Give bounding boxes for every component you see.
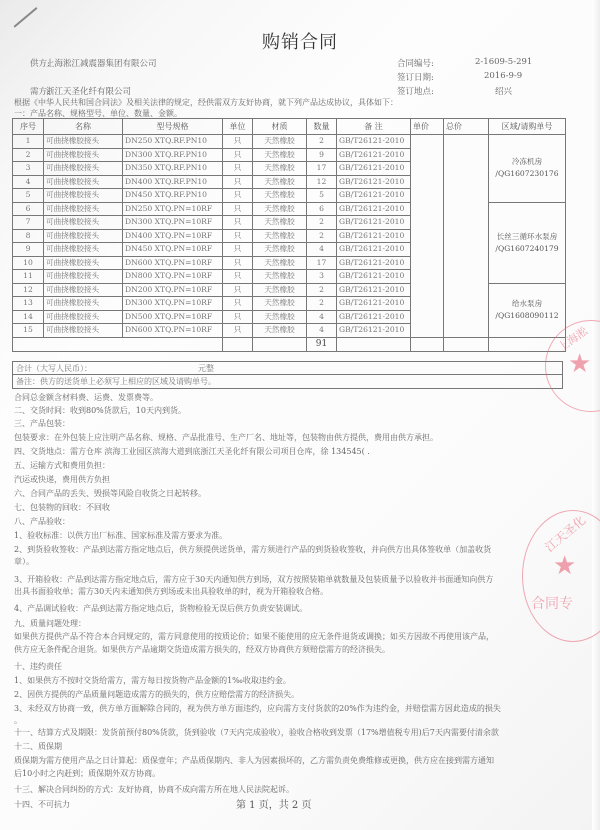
cell-spec: DN450 XTQ.RF.PN10 [123, 189, 223, 203]
clause-8-4: 4、产品调试验收：产品到达需方指定地点后，货物检验无误后供方负责安装调试。 [14, 604, 308, 613]
table-total-row [13, 337, 566, 351]
col-header-qty: 数量 [307, 119, 337, 135]
page-edge [592, 0, 600, 830]
clause-10-liability: 十、违约责任 [14, 662, 62, 671]
cell-note: GB/T26121-2010 [337, 310, 411, 324]
cell-qty: 9 [307, 148, 337, 162]
contract-no: 2-1609-5-291 [475, 57, 533, 67]
cell-spec: DN300 XTQ.PN=10RF [123, 297, 223, 311]
clause-5-transport: 五、运输方式和费用负担： [14, 461, 110, 470]
cell-note: GB/T26121-2010 [337, 324, 411, 338]
region-cell-2 [489, 202, 566, 283]
cell-no: 11 [13, 270, 44, 284]
clause-13-disputes: 十三、解决合同纠纷的方式：友好协商，协商不成向需方所在地人民法院起诉。 [14, 785, 294, 794]
cell-qty: 6 [307, 202, 337, 216]
cell-unit: 只 [223, 162, 253, 176]
cell-material: 天然橡胶 [253, 270, 307, 284]
table-header-row [13, 119, 566, 135]
cell-material: 天然橡胶 [253, 135, 307, 149]
cell-unit: 只 [223, 324, 253, 338]
total-row-note [337, 337, 411, 351]
cell-spec: DN300 XTQ.PN=10RF [123, 216, 223, 230]
total-row-unit [223, 337, 253, 351]
cell-material: 天然橡胶 [253, 297, 307, 311]
total-row-unit-price [411, 337, 444, 351]
clause-10-1: 1、如果供方不按时交货给需方，需方每日按货物产品金额的1‰收取违约金。 [14, 676, 291, 685]
col-header-unit: 单位 [223, 119, 253, 135]
cell-qty: 4 [307, 310, 337, 324]
cell-material: 天然橡胶 [253, 229, 307, 243]
cell-note: GB/T26121-2010 [337, 148, 411, 162]
cell-unit: 只 [223, 270, 253, 284]
buyer-name: 浙江天圣化纤有限公司 [46, 87, 132, 97]
cell-material: 天然橡胶 [253, 324, 307, 338]
region-name: 冷冻机房 [511, 157, 543, 167]
cell-name: 可曲挠橡胶接头 [44, 216, 123, 230]
cell-note: GB/T26121-2010 [337, 162, 411, 176]
cell-unit: 只 [223, 202, 253, 216]
clause-10-3-cont: 。 [14, 716, 22, 725]
clause-3-packaging-req: 包装要求：在外包装上应注明产品名称、规格、产品批准号、生产厂名、地址等，包装物由供方提供，费用由供方承担。 [14, 433, 438, 442]
cell-name: 可曲挠橡胶接头 [44, 297, 123, 311]
cell-name: 可曲挠橡胶接头 [44, 243, 123, 257]
cell-unit: 只 [223, 297, 253, 311]
cell-spec: DN450 XTQ.PN=10RF [123, 243, 223, 257]
clause-4-delivery-place: 四、交货地点：需方仓库 滨海工业园区滨海大道到底浙江天圣化纤有限公司项目仓库，徐 134545( . [14, 447, 370, 456]
cell-qty: 2 [307, 216, 337, 230]
col-header-spec: 型号规格 [123, 119, 223, 135]
cell-no: 4 [13, 175, 44, 189]
cell-material: 天然橡胶 [253, 162, 307, 176]
cell-note: GB/T26121-2010 [337, 189, 411, 203]
cell-name: 可曲挠橡胶接头 [44, 148, 123, 162]
cell-spec: DN300 XTQ.RF.PN10 [123, 148, 223, 162]
cell-spec: DN500 XTQ.PN=10RF [123, 310, 223, 324]
clause-11-settlement: 十一、结算方式及期限：发货前预付80%货款，货到验收（7天内完成验收），验收合格收到发票（17%增值税专用)后7天内需要付清余款 [14, 728, 499, 737]
clause-2-delivery-time: 二、交货时间：收到80%货款后，10天内到货。 [14, 406, 186, 415]
cell-qty: 17 [307, 256, 337, 270]
cell-material: 天然橡胶 [253, 216, 307, 230]
cell-note: GB/T26121-2010 [337, 297, 411, 311]
section-1-heading: 一：产品名称、规格型号、单位、数量、金额。 [14, 109, 182, 118]
cell-name: 可曲挠橡胶接头 [44, 270, 123, 284]
sign-date-label: 签订日期: [397, 73, 434, 83]
cell-spec: DN200 XTQ.PN=10RF [123, 283, 223, 297]
cell-spec: DN400 XTQ.RF.PN10 [123, 175, 223, 189]
cell-material: 天然橡胶 [253, 175, 307, 189]
cell-spec: DN350 XTQ.RF.PN10 [123, 162, 223, 176]
cell-unit-price [411, 135, 444, 338]
col-header-note: 备 注 [337, 119, 411, 135]
cell-spec: DN600 XTQ.PN=10RF [123, 256, 223, 270]
cell-name: 可曲挠橡胶接头 [44, 135, 123, 149]
clause-6-risk: 六、合同产品的丢失、毁损等风险自收货之日起转移。 [14, 489, 206, 498]
cell-qty: 5 [307, 189, 337, 203]
region-order-no: /QG1607230176 [495, 169, 559, 179]
cell-spec: DN250 XTQ.RF.PN10 [123, 135, 223, 149]
cell-spec: DN800 XTQ.PN=10RF [123, 270, 223, 284]
clause-10-2: 2、因供方提供的产品质量问题造成需方的损失的，供方应赔偿需方的经济损失。 [14, 690, 300, 699]
cell-material: 天然橡胶 [253, 310, 307, 324]
cell-note: GB/T26121-2010 [337, 243, 411, 257]
col-header-no: 序号 [13, 119, 44, 135]
cell-material: 天然橡胶 [253, 283, 307, 297]
cell-unit: 只 [223, 189, 253, 203]
cell-name: 可曲挠橡胶接头 [44, 189, 123, 203]
cell-note: GB/T26121-2010 [337, 175, 411, 189]
clause-9-quality: 九、质量问题处理： [14, 619, 86, 628]
cell-no: 12 [13, 283, 44, 297]
buyer-label: 需方: [30, 87, 50, 97]
sign-date: 2016-9-9 [484, 71, 523, 81]
region-cell-3 [489, 283, 566, 337]
seal-star-icon: ★ [568, 349, 592, 379]
supplier-name: 上海淞江减震器集团有限公司 [46, 59, 157, 69]
clause-8-1: 1、验收标准：以供方出厂标准、国家标准及需方要求为准。 [14, 531, 228, 540]
col-header-name: 名称 [44, 119, 123, 135]
cell-unit: 只 [223, 216, 253, 230]
seal-text: 上海淞 [555, 324, 591, 355]
cell-no: 2 [13, 148, 44, 162]
cell-name: 可曲挠橡胶接头 [44, 162, 123, 176]
cell-unit: 只 [223, 135, 253, 149]
clause-12-detail: 质保期为需方使用产品之日计算起：质保壹年；产品质保期内、非人为因素损坏的，乙方需负责免费维修或更换，供方应在接到需方通知 [14, 756, 494, 765]
cell-spec: DN250 XTQ.PN=10RF [123, 202, 223, 216]
intro-text: 根据《中华人民共和国合同法》及相关法律的规定，经供需双方友好协商，就下列产品达成协议，具体如下： [14, 98, 398, 107]
total-amount-row [12, 361, 563, 375]
cell-qty: 12 [307, 175, 337, 189]
cell-qty: 4 [307, 324, 337, 338]
clause-8-acceptance: 八、产品验收： [14, 517, 70, 526]
cell-name: 可曲挠橡胶接头 [44, 256, 123, 270]
cell-name: 可曲挠橡胶接头 [44, 202, 123, 216]
cell-material: 天然橡胶 [253, 202, 307, 216]
total-row-material [253, 337, 307, 351]
col-header-region: 区域/请购单号 [489, 119, 566, 135]
cell-no: 8 [13, 229, 44, 243]
cell-material: 天然橡胶 [253, 256, 307, 270]
cell-no: 5 [13, 189, 44, 203]
cell-qty: 17 [307, 162, 337, 176]
region-order-no: /QG1608090112 [495, 311, 559, 320]
cell-material: 天然橡胶 [253, 148, 307, 162]
supplier-label: 供方: [30, 59, 50, 69]
region-order-no: /QG1607240179 [495, 243, 559, 253]
cell-no: 7 [13, 216, 44, 230]
cell-unit: 只 [223, 148, 253, 162]
cell-name: 可曲挠橡胶接头 [44, 324, 123, 338]
page-number: 第 1 页，共 2 页 [236, 800, 312, 811]
cell-note: GB/T26121-2010 [337, 270, 411, 284]
region-cell-1 [489, 135, 566, 203]
seal-star-icon: ★ [553, 551, 577, 581]
clause-5-transport-detail: 汽运或快递，费用供方负担 [14, 475, 110, 484]
seal-text: 江天圣化 [542, 513, 589, 555]
remark-row: 备注：供方的送货单上必须写上相应的区域及请购单号。 [12, 374, 563, 389]
cell-no: 14 [13, 310, 44, 324]
clause-8-3: 3、开箱验收：产品到达需方指定地点后，需方应于30天内通知供方到场，双方按照装箱单就数量及包装质量予以验收并书面通知向供方 [14, 575, 494, 584]
document-title: 购销合同 [262, 32, 338, 53]
cell-spec: DN600 XTQ.PN=10RF [123, 324, 223, 338]
cell-name: 可曲挠橡胶接头 [44, 229, 123, 243]
sign-place: 绍兴 [495, 87, 513, 97]
col-header-material: 材质 [253, 119, 307, 135]
cell-note: GB/T26121-2010 [337, 135, 411, 149]
cell-name: 可曲挠橡胶接头 [44, 283, 123, 297]
clause-total-includes: 合同总金额含材料费、运费、发票费等。 [14, 393, 158, 402]
table-row [13, 135, 566, 149]
cell-unit: 只 [223, 229, 253, 243]
cell-note: GB/T26121-2010 [337, 216, 411, 230]
clause-9-detail-cont: 供方应无条件配合退货。如果供方产品逾期交货造成需方损失的，经双方协商供方须赔偿需方的经济损失。 [14, 645, 390, 654]
cell-qty: 3 [307, 270, 337, 284]
total-row-total-price [444, 337, 489, 351]
cell-material: 天然橡胶 [253, 243, 307, 257]
cell-spec: DN400 XTQ.PN=10RF [123, 229, 223, 243]
clause-8-3-cont: 出具书面验收单；需方30天内未通知供方到场或未出具验收单的时，视为开箱验收合格。 [14, 587, 329, 596]
cell-unit: 只 [223, 256, 253, 270]
clause-7-recycling: 七、包装物的回收：不回收 [14, 503, 110, 512]
cell-qty: 2 [307, 135, 337, 149]
cell-unit: 只 [223, 243, 253, 257]
cell-total-price [444, 135, 489, 338]
cell-no: 9 [13, 243, 44, 257]
clause-10-3: 3、未经双方协商一致，供方单方面解除合同的，视为供方单方面违约，应向需方支付货款的20%作为违约金，并赔偿需方因此造成的损失 [14, 704, 501, 713]
product-table [12, 118, 566, 352]
cell-qty: 4 [307, 243, 337, 257]
clause-12-detail-cont: 后10小时之内赶到；质保期外双方协商。 [14, 769, 161, 778]
col-header-total-price: 总价 [444, 119, 489, 135]
cell-no: 15 [13, 324, 44, 338]
clause-14-force-majeure: 十四、不可抗力 [14, 800, 70, 809]
clause-12-warranty: 十二、质保期 [14, 742, 62, 751]
cell-unit: 只 [223, 310, 253, 324]
clause-9-detail: 如果供方提供产品不符合本合同规定的，需方同意使用的按质论价；如果不能使用的应无条件退货或调换；如买方因故不再使用该产品， [14, 632, 494, 641]
cell-no: 13 [13, 297, 44, 311]
cell-name: 可曲挠橡胶接头 [44, 310, 123, 324]
total-row-blank [13, 337, 223, 351]
cell-note: GB/T26121-2010 [337, 202, 411, 216]
col-header-unit-price: 单价 [411, 119, 444, 135]
sign-place-label: 签订地点: [397, 87, 434, 97]
cell-no: 10 [13, 256, 44, 270]
cell-note: GB/T26121-2010 [337, 283, 411, 297]
total-amount-unit: 元整 [198, 364, 214, 373]
cell-qty: 2 [307, 297, 337, 311]
total-quantity: 91 [307, 337, 337, 351]
cell-material: 天然橡胶 [253, 189, 307, 203]
clause-3-packaging: 三、产品包装： [14, 419, 70, 428]
clause-8-2-cont: 章）。 [14, 557, 34, 566]
seal-label: 合同专 [531, 596, 573, 612]
region-name: 给水泵房 [511, 299, 543, 308]
region-name: 长丝三循环水泵房 [496, 231, 558, 241]
cell-unit: 只 [223, 283, 253, 297]
contract-no-label: 合同编号: [397, 59, 434, 69]
total-amount-label: 合计（大写人民币）： [16, 364, 92, 373]
cell-qty: 2 [307, 283, 337, 297]
cell-qty: 2 [307, 229, 337, 243]
cell-note: GB/T26121-2010 [337, 256, 411, 270]
clause-8-2: 2、到货验收签收：产品到达需方指定地点后，供方须提供送货单，需方须进行产品的到货验收签收，并向供方出具体签收单（加盖收货 [14, 545, 492, 554]
cell-name: 可曲挠橡胶接头 [44, 175, 123, 189]
cell-no: 6 [13, 202, 44, 216]
cell-no: 3 [13, 162, 44, 176]
cell-no: 1 [13, 135, 44, 149]
cell-note: GB/T26121-2010 [337, 229, 411, 243]
cell-unit: 只 [223, 175, 253, 189]
